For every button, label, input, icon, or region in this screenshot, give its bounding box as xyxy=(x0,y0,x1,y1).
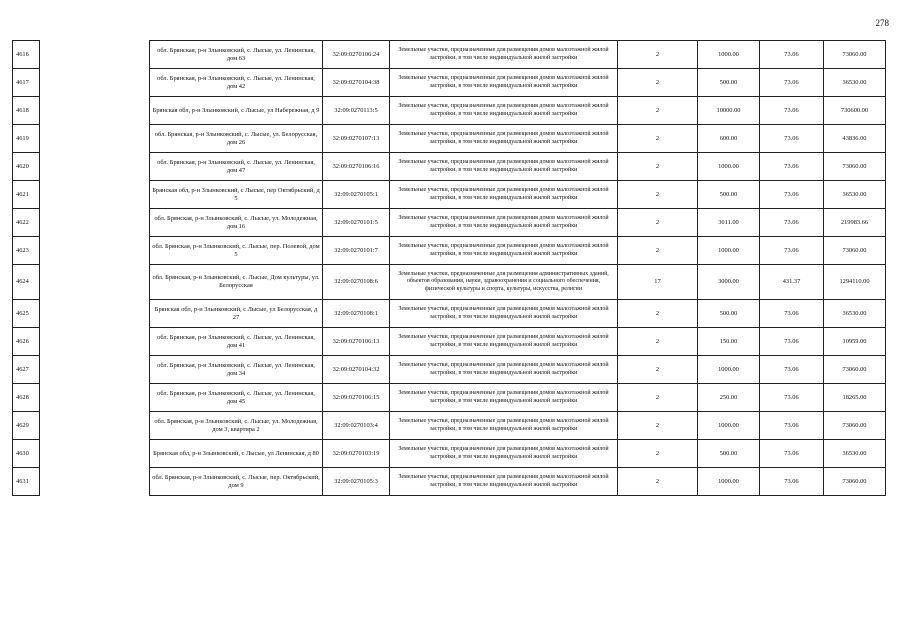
address-cell: обл. Брянская, р-н Злынковский, с. Лысые, ул. Ленинская, дом 63 xyxy=(150,41,323,69)
cadastral-number-cell: 32:09:0270101:7 xyxy=(323,237,390,265)
blank-cell xyxy=(40,153,150,181)
group-cell: 2 xyxy=(618,69,698,97)
table-row xyxy=(13,412,886,440)
land-use-cell: Земельные участки, предназначенные для размещения домов малоэтажной жилой застройки, в том числе индивидуальной жилой застройки xyxy=(390,356,618,384)
row-number: 4624 xyxy=(13,265,40,300)
cadastral-value-cell: 73060.00 xyxy=(824,153,886,181)
group-cell: 2 xyxy=(618,181,698,209)
table-body xyxy=(13,41,886,496)
area-cell: 500.00 xyxy=(698,69,760,97)
group-cell: 2 xyxy=(618,153,698,181)
blank-cell xyxy=(40,300,150,328)
table-row xyxy=(13,181,886,209)
address-cell: Брянская обл, р-н Злынковский, с Лысые, ул Белорусская, д 27 xyxy=(150,300,323,328)
blank-cell xyxy=(40,356,150,384)
address-cell: обл. Брянская, р-н Злынковский, с. Лысые, ул. Ленинская, дом 45 xyxy=(150,384,323,412)
area-cell: 3000.00 xyxy=(698,265,760,300)
cadastral-value-cell: 73060.00 xyxy=(824,412,886,440)
land-use-cell: Земельные участки, предназначенные для размещения домов малоэтажной жилой застройки, в том числе индивидуальной жилой застройки xyxy=(390,237,618,265)
table-row xyxy=(13,356,886,384)
cadastral-value-cell: 1294110.00 xyxy=(824,265,886,300)
land-use-cell: Земельные участки, предназначенные для размещения домов малоэтажной жилой застройки, в том числе индивидуальной жилой застройки xyxy=(390,412,618,440)
blank-cell xyxy=(40,41,150,69)
cadastral-value-cell: 10959.00 xyxy=(824,328,886,356)
blank-cell xyxy=(40,209,150,237)
land-use-cell: Земельные участки, предназначенные для размещения домов малоэтажной жилой застройки, в том числе индивидуальной жилой застройки xyxy=(390,384,618,412)
rate-cell: 431.37 xyxy=(760,265,824,300)
group-cell: 2 xyxy=(618,468,698,496)
cadastral-value-cell: 36530.00 xyxy=(824,300,886,328)
address-cell: обл. Брянская, р-н Злынковский, с. Лысые, ул. Ленинская, дом 47 xyxy=(150,153,323,181)
address-cell: обл. Брянская, р-н Злынковский, с. Лысые, Дом культуры, ул. Белорусская xyxy=(150,265,323,300)
table-row xyxy=(13,265,886,300)
group-cell: 2 xyxy=(618,440,698,468)
address-cell: обл. Брянская, р-н Злынковский, с. Лысые, ул. Ленинская, дом 41 xyxy=(150,328,323,356)
table-row xyxy=(13,153,886,181)
blank-cell xyxy=(40,468,150,496)
blank-cell xyxy=(40,181,150,209)
land-use-cell: Земельные участки, предназначенные для размещения административных зданий, объектов образования, науки, здравоохранения и социального обеспечения, физической культуры и спорта, культуры, искусства, религии xyxy=(390,265,618,300)
land-registry-table xyxy=(12,40,886,496)
cadastral-value-cell: 73060.00 xyxy=(824,41,886,69)
land-use-cell: Земельные участки, предназначенные для размещения домов малоэтажной жилой застройки, в том числе индивидуальной жилой застройки xyxy=(390,209,618,237)
area-cell: 10000.00 xyxy=(698,97,760,125)
cadastral-value-cell: 73060.00 xyxy=(824,468,886,496)
table-row xyxy=(13,209,886,237)
address-cell: обл. Брянская, р-н Злынковский, с. Лысые, ул. Ленинская, дом 42 xyxy=(150,69,323,97)
area-cell: 1000.00 xyxy=(698,356,760,384)
blank-cell xyxy=(40,125,150,153)
cadastral-number-cell: 32:09:0270103:19 xyxy=(323,440,390,468)
rate-cell: 73.06 xyxy=(760,97,824,125)
row-number: 4629 xyxy=(13,412,40,440)
cadastral-value-cell: 730600.00 xyxy=(824,97,886,125)
cadastral-number-cell: 32:09:0270106:13 xyxy=(323,328,390,356)
row-number: 4623 xyxy=(13,237,40,265)
land-use-cell: Земельные участки, предназначенные для размещения домов малоэтажной жилой застройки, в том числе индивидуальной жилой застройки xyxy=(390,300,618,328)
rate-cell: 73.06 xyxy=(760,328,824,356)
cadastral-value-cell: 36530.00 xyxy=(824,440,886,468)
cadastral-number-cell: 32:09:0270108:6 xyxy=(323,265,390,300)
area-cell: 3011.00 xyxy=(698,209,760,237)
row-number: 4628 xyxy=(13,384,40,412)
cadastral-value-cell: 36530.00 xyxy=(824,69,886,97)
address-cell: обл. Брянская, р-н Злынковский, с. Лысые, ул. Молодежная, дом 3, квартира 2 xyxy=(150,412,323,440)
row-number: 4617 xyxy=(13,69,40,97)
blank-cell xyxy=(40,440,150,468)
cadastral-number-cell: 32:09:0270106:16 xyxy=(323,153,390,181)
blank-cell xyxy=(40,328,150,356)
row-number: 4627 xyxy=(13,356,40,384)
cadastral-value-cell: 219983.66 xyxy=(824,209,886,237)
group-cell: 17 xyxy=(618,265,698,300)
row-number: 4619 xyxy=(13,125,40,153)
group-cell: 2 xyxy=(618,356,698,384)
area-cell: 500.00 xyxy=(698,440,760,468)
land-use-cell: Земельные участки, предназначенные для размещения домов малоэтажной жилой застройки, в том числе индивидуальной жилой застройки xyxy=(390,69,618,97)
row-number: 4616 xyxy=(13,41,40,69)
group-cell: 2 xyxy=(618,41,698,69)
blank-cell xyxy=(40,384,150,412)
blank-cell xyxy=(40,69,150,97)
group-cell: 2 xyxy=(618,328,698,356)
address-cell: обл. Брянская, р-н Злынковский, с. Лысые, ул. Молодежная, дом 16 xyxy=(150,209,323,237)
blank-cell xyxy=(40,237,150,265)
table-row xyxy=(13,384,886,412)
group-cell: 2 xyxy=(618,384,698,412)
rate-cell: 73.06 xyxy=(760,209,824,237)
row-number: 4621 xyxy=(13,181,40,209)
cadastral-number-cell: 32:09:0270105:3 xyxy=(323,468,390,496)
area-cell: 600.00 xyxy=(698,125,760,153)
rate-cell: 73.06 xyxy=(760,412,824,440)
table-row xyxy=(13,328,886,356)
cadastral-value-cell: 18265.00 xyxy=(824,384,886,412)
rate-cell: 73.06 xyxy=(760,440,824,468)
cadastral-number-cell: 32:09:0270103:4 xyxy=(323,412,390,440)
rate-cell: 73.06 xyxy=(760,237,824,265)
rate-cell: 73.06 xyxy=(760,468,824,496)
cadastral-value-cell: 43836.00 xyxy=(824,125,886,153)
cadastral-number-cell: 32:09:0270104:32 xyxy=(323,356,390,384)
group-cell: 2 xyxy=(618,412,698,440)
table-row xyxy=(13,125,886,153)
cadastral-number-cell: 32:09:0270106:24 xyxy=(323,41,390,69)
row-number: 4620 xyxy=(13,153,40,181)
area-cell: 1000.00 xyxy=(698,41,760,69)
land-use-cell: Земельные участки, предназначенные для размещения домов малоэтажной жилой застройки, в том числе индивидуальной жилой застройки xyxy=(390,97,618,125)
row-number: 4625 xyxy=(13,300,40,328)
area-cell: 500.00 xyxy=(698,300,760,328)
table-row xyxy=(13,97,886,125)
cadastral-number-cell: 32:09:0270113:5 xyxy=(323,97,390,125)
address-cell: Брянская обл, р-н Злынковский, с Лысые, пер Октябрьский, д 5 xyxy=(150,181,323,209)
land-use-cell: Земельные участки, предназначенные для размещения домов малоэтажной жилой застройки, в том числе индивидуальной жилой застройки xyxy=(390,328,618,356)
address-cell: обл. Брянская, р-н Злынковский, с. Лысые, ул. Белорусская, дом 26 xyxy=(150,125,323,153)
row-number: 4626 xyxy=(13,328,40,356)
address-cell: обл. Брянская, р-н Злынковский, с. Лысые, пер. Октябрьский, дом 9 xyxy=(150,468,323,496)
cadastral-number-cell: 32:09:0270104:38 xyxy=(323,69,390,97)
table-row xyxy=(13,69,886,97)
rate-cell: 73.06 xyxy=(760,153,824,181)
table-row xyxy=(13,300,886,328)
land-use-cell: Земельные участки, предназначенные для размещения домов малоэтажной жилой застройки, в том числе индивидуальной жилой застройки xyxy=(390,181,618,209)
page-number: 278 xyxy=(875,18,889,28)
blank-cell xyxy=(40,97,150,125)
blank-cell xyxy=(40,265,150,300)
row-number: 4622 xyxy=(13,209,40,237)
table-row xyxy=(13,440,886,468)
address-cell: обл. Брянская, р-н Злынковский, с. Лысые, ул. Ленинская, дом 34 xyxy=(150,356,323,384)
rate-cell: 73.06 xyxy=(760,300,824,328)
rate-cell: 73.06 xyxy=(760,41,824,69)
address-cell: обл. Брянская, р-н Злынковский, с. Лысые, пер. Полевой, дом 5 xyxy=(150,237,323,265)
blank-cell xyxy=(40,412,150,440)
land-use-cell: Земельные участки, предназначенные для размещения домов малоэтажной жилой застройки, в том числе индивидуальной жилой застройки xyxy=(390,153,618,181)
rate-cell: 73.06 xyxy=(760,181,824,209)
cadastral-number-cell: 32:09:0270105:1 xyxy=(323,181,390,209)
group-cell: 2 xyxy=(618,237,698,265)
row-number: 4631 xyxy=(13,468,40,496)
cadastral-value-cell: 73060.00 xyxy=(824,237,886,265)
land-use-cell: Земельные участки, предназначенные для размещения домов малоэтажной жилой застройки, в том числе индивидуальной жилой застройки xyxy=(390,440,618,468)
row-number: 4630 xyxy=(13,440,40,468)
area-cell: 500.00 xyxy=(698,181,760,209)
group-cell: 2 xyxy=(618,97,698,125)
group-cell: 2 xyxy=(618,300,698,328)
area-cell: 1000.00 xyxy=(698,153,760,181)
rate-cell: 73.06 xyxy=(760,356,824,384)
row-number: 4618 xyxy=(13,97,40,125)
rate-cell: 73.06 xyxy=(760,384,824,412)
cadastral-number-cell: 32:09:0270107:13 xyxy=(323,125,390,153)
area-cell: 250.00 xyxy=(698,384,760,412)
table-row xyxy=(13,41,886,69)
address-cell: Брянская обл, р-н Злынковский, с Лысые, ул Ленинская, д 80 xyxy=(150,440,323,468)
table-row xyxy=(13,468,886,496)
cadastral-value-cell: 36530.00 xyxy=(824,181,886,209)
group-cell: 2 xyxy=(618,125,698,153)
table-row xyxy=(13,237,886,265)
area-cell: 150.00 xyxy=(698,328,760,356)
area-cell: 1000.00 xyxy=(698,412,760,440)
rate-cell: 73.06 xyxy=(760,125,824,153)
land-use-cell: Земельные участки, предназначенные для размещения домов малоэтажной жилой застройки, в том числе индивидуальной жилой застройки xyxy=(390,125,618,153)
area-cell: 1000.00 xyxy=(698,237,760,265)
rate-cell: 73.06 xyxy=(760,69,824,97)
area-cell: 1000.00 xyxy=(698,468,760,496)
land-use-cell: Земельные участки, предназначенные для размещения домов малоэтажной жилой застройки, в том числе индивидуальной жилой застройки xyxy=(390,468,618,496)
cadastral-number-cell: 32:09:0270106:15 xyxy=(323,384,390,412)
land-use-cell: Земельные участки, предназначенные для размещения домов малоэтажной жилой застройки, в том числе индивидуальной жилой застройки xyxy=(390,41,618,69)
address-cell: Брянская обл, р-н Злынковский, с Лысые, ул Набережная, д 9 xyxy=(150,97,323,125)
cadastral-number-cell: 32:09:0270108:1 xyxy=(323,300,390,328)
group-cell: 2 xyxy=(618,209,698,237)
cadastral-value-cell: 73060.00 xyxy=(824,356,886,384)
cadastral-number-cell: 32:09:0270101:5 xyxy=(323,209,390,237)
